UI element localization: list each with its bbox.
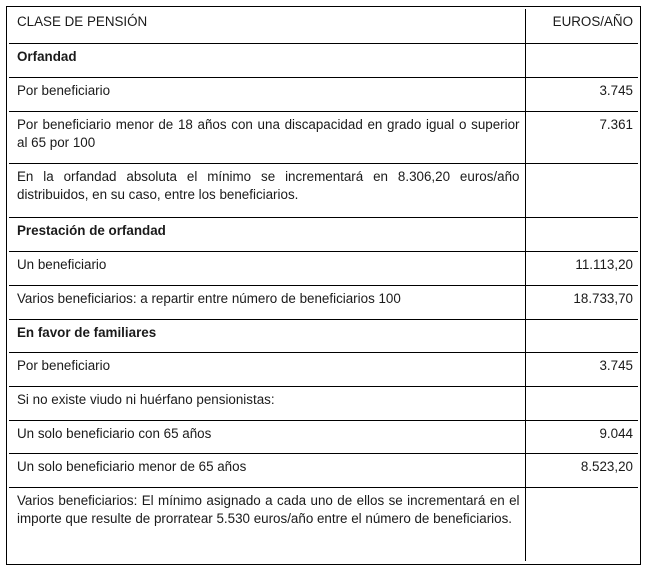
row-label: Un solo beneficiario con 65 años — [9, 420, 525, 453]
section-row-en-favor-de-familiares — [9, 319, 638, 352]
table-header-row — [9, 9, 638, 43]
row-value: 18.733,70 — [525, 285, 638, 319]
table-row — [9, 386, 638, 420]
row-label: Un solo beneficiario menor de 65 años — [9, 453, 525, 487]
section-value — [525, 43, 638, 77]
row-value: 11.113,20 — [525, 251, 638, 285]
row-label: En la orfandad absoluta el mínimo se incrementará en 8.306,20 euros/año distribuidos, en su caso, entre los beneficiarios. — [9, 163, 525, 217]
row-label: Varios beneficiarios: a repartir entre número de beneficiarios 100 — [9, 285, 525, 319]
row-value: 9.044 — [525, 420, 638, 453]
section-row-orfandad — [9, 43, 638, 77]
table-row — [9, 77, 638, 111]
row-label: Por beneficiario menor de 18 años con una discapacidad en grado igual o superior al 65 por 100 — [9, 111, 525, 163]
section-label: Prestación de orfandad — [9, 217, 525, 251]
row-value: 3.745 — [525, 352, 638, 386]
table-row — [9, 285, 638, 319]
section-label: Orfandad — [9, 43, 525, 77]
row-label: Varios beneficiarios: El mínimo asignado a cada uno de ellos se incrementará en el importe que resulte de prorratear 5.530 euros/año entre el número de beneficiarios. — [9, 487, 525, 561]
table-row — [9, 111, 638, 163]
row-value — [525, 386, 638, 420]
section-row-prestacion-de-orfandad — [9, 217, 638, 251]
section-label: En favor de familiares — [9, 319, 525, 352]
table-frame — [6, 6, 641, 565]
section-value — [525, 217, 638, 251]
row-label: Si no existe viudo ni huérfano pensionistas: — [9, 386, 525, 420]
row-label: Por beneficiario — [9, 77, 525, 111]
row-label: Por beneficiario — [9, 352, 525, 386]
table-row — [9, 251, 638, 285]
table-row — [9, 352, 638, 386]
row-value: 3.745 — [525, 77, 638, 111]
row-label: Un beneficiario — [9, 251, 525, 285]
table-row — [9, 487, 638, 561]
header-clase-de-pension: CLASE DE PENSIÓN — [9, 9, 525, 43]
section-value — [525, 319, 638, 352]
row-value — [525, 163, 638, 217]
row-value — [525, 487, 638, 561]
header-euros-ano: EUROS/AÑO — [525, 9, 638, 43]
row-value: 7.361 — [525, 111, 638, 163]
table-row — [9, 420, 638, 453]
row-value: 8.523,20 — [525, 453, 638, 487]
table-row — [9, 163, 638, 217]
table-row — [9, 453, 638, 487]
pension-table — [9, 9, 638, 561]
